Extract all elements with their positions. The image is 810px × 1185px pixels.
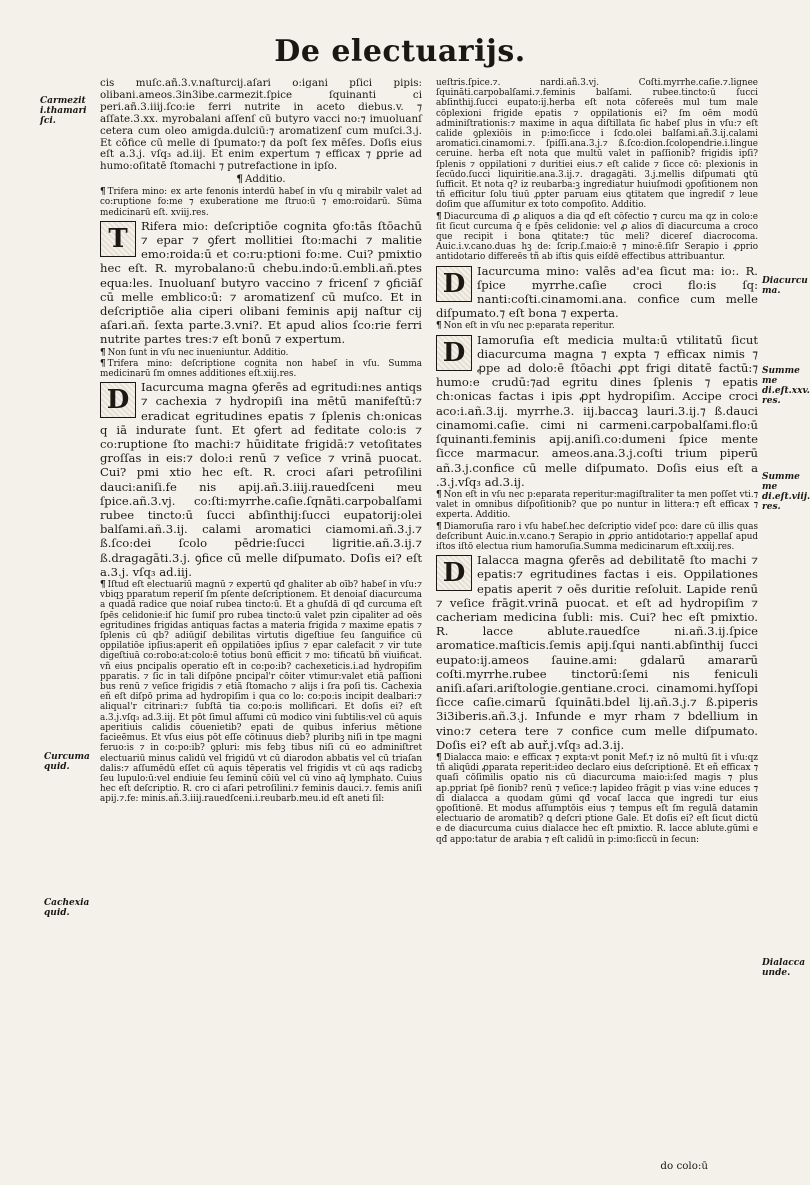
left-column <box>100 78 422 1153</box>
decorated-initial: D <box>436 266 472 302</box>
margin-note-summa-1: Summe me di.eſt.xxv. res. <box>762 366 810 406</box>
paragraph: cis muſc.añ.3.v.naſturcij.aſari o:igani pſici pipis: olibani.ameos.3in3ibe.carmezit.ſpice ſquinanti ci peri.añ.3.iiij.ſco:ie ferri nutrite in aceto diebus.v. ⁊ aſſate.3.xx. myrobalani aſſenſ cū butyro vacci no:⁊ imuoluanſ cetera cum oleo amigda.dulciū:⁊ aromatizenſ cum muſci.3.j. Et cōfice cū melle di ſpumato:⁊ da poſt ſex mēſes. Doſis eius eſt a.3.j. vſq₃ ad.iij. Et enim expertum ⁊ efficax ⁊ ꝑprie ad humo:oſitatē ſtomachi ⁊ putrefactione in ipſo. <box>100 77 422 173</box>
margin-note-curcuma: Curcuma quid. <box>44 752 90 772</box>
right-column <box>436 78 758 1153</box>
paragraph-small: ¶ Diamoruſia raro i vſu habeſ.hec deſcriptio videſ pco: dare cū illis quas deſcribunt Auic.in.v.cano.⁊ Serapio in ꝓprio antidotario:⁊ appellaſ apud iſtos iſtō electua rium hamoruſia.Summa medicinarum eſt.xxiij.res. <box>436 521 758 552</box>
paragraph-small: ¶ Dialacca maio: e efficax ⁊ expta:vt ponit Mef.⁊ iz nō multū ſit i vſu:qz tñ aliqūdi ꝓparata reperit:ideo declaro eius deſcriptionē. Et eñ efficax ⁊ quaſi cōſimilis opatio nis cū diacurcuma maio:i:ſed magis ⁊ plus ap.ppriat ſpē ſionib? renū ⁊ veſice:⁊ lapideo frāgit p vias v:ine educes ⁊ dī dialacca a quodam gūmi qđ vocaſ lacca que ingredi tur eius ꝯpoſitionē. Et modus aſſumptōis eius ⁊ tempus eſt ſm regulā datamin electuario de aromatib? ꝗ deſcri ptione Gale. Et doſis ei? eſt ſicut dictū e de diacurcuma cuius dialacce hec eſt pmixtio. R. lacce ablute.gūmi e qđ appo:tatur de arabia ⁊ eſt calidū in p:imo:ſiccū in ſecun: <box>436 752 758 845</box>
paragraph-small: ¶ Trifera mino: deſcriptione cognita non habeſ in vſu. Summa medicinarū ſm omnes additiones eſt.xiij.res. <box>100 358 422 379</box>
pilcrow-icon: ¶ <box>436 321 442 332</box>
paragraph-small: ueſtris.ſpice.⁊. nardi.añ.3.vj. Coſti.myrrhe.caſie.⁊.lignee ſquināti.carpobalſami.⁊.feminis balſami. rubee.tincto:ū ſucci abſinthij.ſucci eupato:ij.herba eſt nota cōfereēs mul tum male cōplexioni frigide epatis ⁊ oppilationis ei? ſm oēm modū adminiſtrationis:⁊ maxime in aqua diſtillata ſic habeſ plus in vſu:⁊ eſt calide ꝯplexiōis in p:imo:ſicce i ſcdo.olei balſami.añ.3.ij.calami aromatici.cinamomi.⁊. ſpiſſi.ana.3.j.⁊ ß.ſco:dion.ſcolopendrie.i.lingue ceruine. herba eſt nota que multū valet in paſſionib? frigidis ipſi? ſplenis ⁊ oppilationi ⁊ duritiei eius.⁊ eſt calide ⁊ ſicce cō: plexionis in ſecūdo.ſucci liquiritie.ana.3.ij.⁊. dragagāti. 3.j.mellis diſpumati ꝗtū ſufficit. Et nota q? iz reubarba:ꝫ ingrediatur huiuſmodi ꝯpoſitionem non tñ efficitur ſolu tiuū ꝓpter paruam eius ꝗtitatem que ingrediſ ⁊ leue doſim que aſſumitur ex toto compoſito. Additio. <box>436 78 758 211</box>
decorated-initial: D <box>436 555 472 591</box>
pilcrow-icon: ¶ <box>436 489 442 500</box>
pilcrow-icon: ¶ <box>436 752 442 763</box>
margin-note-carmezit: Carmezit i.thamari ſci. <box>40 96 87 126</box>
paragraph-small: ¶ Trifera mino: ex arte fenonis interdū habeſ in vſu q mirabilr valet ad co:ruptione fo:me ⁊ exuberatione me ſtruo:ū ⁊ emo:roidarū. Sūma medicinarū eſt. xviij.res. <box>100 187 422 218</box>
pilcrow-icon: ¶ <box>236 173 243 186</box>
paragraph-initial: D Iacurcuma mino: valēs ad'ea ſicut ma: io:. R. ſpice myrrhe.caſie croci flo:is ſq: nanti:coſti.cinamomi.ana. confice cum melle diſpumato.⁊ eſt bona ⁊ experta. <box>436 263 758 321</box>
paragraph-initial: D Ialacca magna ꝯferēs ad debilitatē ſto machi ⁊ epatis:⁊ egritudines factas i eis. Oppilationes epatis aperit ⁊ oēs duritie reſoluit. Lapide renū ⁊ veſice frāgit.vrinā puocat. et eſt ad hydropiſim ⁊ cacheriam medicina ſubli: mis. Cui? hec eſt pmixtio. R. lacce ablute.rauedſce ni.añ.3.ij.ſpice aromatice.maſticis.ſemis apij.ſqui nanti.abſinthij ſucci eupato:ij.ameos ſauine.ami: gdalarū amararū coſti.myrrhe.rubee tinctorū:ſemi nis feniculi aniſi.aſari.ariſtologie.gentiane.croci. cinamomi.hyſſopi ſicce caſie.cimarū ſquināti.bdel lij.añ.3.j.⁊ ß.piperis 3i3iberis.añ.3.j. Infunde e myr rham ⁊ bdellium in vino:⁊ cetera tere ⁊ confice cum melle diſpumato. Doſis ei? eſt ab auř.j.vſq₃ ad.3.ij. <box>436 553 758 752</box>
pilcrow-icon: ¶ <box>436 521 442 532</box>
section-caption: ¶ Additio. <box>236 173 286 186</box>
decorated-initial: D <box>100 382 136 418</box>
pilcrow-icon: ¶ <box>100 347 106 358</box>
paragraph-initial: D Iacurcuma magna ꝯferēs ad egritudi:nes antiqs ⁊ cachexia ⁊ hydropiſi ina mētū manifeſtū:⁊ eradicat egritudines epatis ⁊ ſplenis ch:onicas q iā indurate ſunt. Et ꝯfert ad feditate colo:is ⁊ co:ruptione ſto machi:⁊ hūiditate frigidā:⁊ vetoſitates groſſas in eis:⁊ dolo:i renū ⁊ veſice ⁊ vrinā puocat. Cui? pmi xtio hec eſt. R. croci aſari petroſilini dauci:aniſi.fe nis apij.añ.3.iiij.rauedſceni meu ſpice.añ.3.vj. co:ſti:myrrhe.caſie.ſqnāti.carpobalſami rubee tincto:ū ſucci abſinthij:ſucci eupatorij:olei balſami.añ.3.ij. calami aromatici ciamomi.añ.3.j.⁊ ß.ſco:dei ſcolo pēdrie:ſucci ligritie.añ.3.ij.⁊ ß.dragagāti.3.j. ꝯfice cū melle diſpumato. Doſis ei? eſt a.3.j. vſq₃ ad.iij. <box>100 380 422 579</box>
catchword: do colo:ū <box>660 1160 708 1172</box>
decorated-initial: T <box>100 221 136 257</box>
pilcrow-icon: ¶ <box>436 211 442 222</box>
margin-note-cachexia: Cachexia quid. <box>44 898 90 918</box>
pilcrow-icon: ¶ <box>100 580 106 591</box>
paragraph-initial: D Iamoruſia eſt medicia multa:ū vtilitatū ſicut diacurcuma magna ⁊ expta ⁊ efficax nimis ⁊ ꝓpe ad dolo:ē ſtōachi ꝓpt frigi ditatē factū:⁊ humo:e crudū:⁊ad egritu dines ſplenis ⁊ epatis ch:onicas factas i ipis ꝓpt hydropiſim. Accipe croci aco:i.añ.3.ij. myrrhe.3. iij.baccaꝫ lauri.3.ij.⁊ ß.dauci cinamomi.caſie. cimi ni carmeni.carpobalſami.flo:ū ſquinanti.feminis apij.aniſi.co:dumeni ſpice mente ſicce marmacur. ameos.ana.3.j.coſti trium piperū añ.3.j.confice cū melle diſpumato. Doſis eius eſt a .3.j.vſq₃ ad.3.ij. <box>436 332 758 489</box>
paragraph-small: ¶ Diacurcuma dī ꝓ aliquos a dia qđ eſt cōfectio ⁊ curcu ma qz in colo:e ſit ſicut curcuma q̄ e ſpēs celidonie: vel ꝓ alios dī diacurcuma a croco que recipit i bona ꝗtitate:⁊ tūc meli? dicereſ diacrocoma. Auic.i.v.cano.duas hꝫ de: ſcrip.ſ.maio:ē ⁊ mino:ē.ſiſr Serapio i ꝓprio antidotario differeēs tñ ab iſtis ꝗuis eiſdē effectibus attribuantur. <box>436 211 758 263</box>
pilcrow-icon: ¶ <box>100 187 106 198</box>
pilcrow-icon: ¶ <box>100 358 106 369</box>
paragraph-small: ¶ Iſtud eſt electuariū magnū ⁊ expertū qđ ghaliter ab oīb? habeſ in vſu:⁊ vbiqꝫ pparatum reperiſ ſm pſente deſcriptionem. Et denoiaſ diacurcuma a quadā radice que noiaſ rubea tincto:ū. Et a ghuſdā dī qđ curcuma eſt ſpēs celidonie:iſ hic ſumiſ pro rubea tincto:ū valet pzin cipaliter ad oēs egritudines frigidas antiquas factas a materia frigida ⁊ maxime epatis ⁊ ſplenis cū qb? adiūgiſ debilitas virtutis digeſtiue ſeu ſanguifice cū oppilatiōe ipſius:aperit eñ oppilatiōes ipſius ⁊ epar calefacit ⁊ vir tute digeſtiuā co:robo:at:colo:ē totius bonū efficit ⁊ mo: tificatū bñ viuificat. vñ eius pncipalis operatio eſt in co:po:ib? cachexeticis.i.ad hydropiſim pparatis. ⁊ ſic in tali diſpōne pncipal'r cōiter vtimur:valet etiā paſſioni bus renū ⁊ veſice frigidis ⁊ etiā ſtomacho ⁊ alijs i ſra poſi tis. Cachexia eñ eſt diſpō prima ad hydropiſim i qua co lo: co:po:is incipit dealbari:⁊ aliqual'r citrinari:⁊ ſubſtā tia co:po:is mollificari. Et doſis ei? eſt a.3.j.vſq₃ ad.3.iij. Et pōt ſimul aſſumi cū modico vini ſubtilis:vel cū aquis aperitiuis calidis cōuenietib? epati de quibus inferius mētione facieēmus. Et vſus eius pōt eſſe cōtinuus dieb? pluribꝫ niſi in tpe magni feruo:is ⁊ in co:po:ib? ꝯpluri: mis febꝫ tibus niſi cū eo adminiſtret electuariū minus calidū vel frigidū vt cū diarodon abbatis vel cū triaſan dalis:⁊ aſſumēdū eſſet cū aquis tēperatis vel frigidis vt cū aqs radicbꝫ ſeu lupulo:ū:vel endiuie ſeu ſeminū cōiū vel cū vino aq̄ lymphato. Cuius hec eſt deſcriptio. R. cro ci aſari petroſilini.⁊ feminis dauci.⁊. femis aniſi apij.⁊.fe: minis.añ.3.iiij.rauedſceni.i.reubarb.meu.id eſt aneti ſil: <box>100 580 422 805</box>
paragraph-small: ¶ Non eſt in vſu nec p:eparata reperitur:magiſtraliter ta men poſſet vti.⁊ valet in omnibus diſpoſitionib? que po nuntur in littera:⁊ eſt efficax ⁊ experta. Additio. <box>436 489 758 521</box>
margin-note-diacurcuma: Diacurcu ma. <box>762 276 808 296</box>
running-head: De electuarijs. <box>274 34 526 69</box>
margin-note-dialacca: Dialacca unde. <box>762 958 806 978</box>
decorated-initial: D <box>436 335 472 371</box>
paragraph-initial: T Rifera mio: deſcriptiōe cognita ꝯfo:tās ſtōachū ⁊ epar ⁊ ꝯfert mollitiei ſto:machi ⁊ malitie emo:roida:ū et co:ru:ptioni fo:me. Cui? pmixtio hec eſt. R. myrobalano:ū chebu.indo:ū.embli.añ.ptes equa:les. Inuoluanſ butyro vaccino ⁊ fricenſ ⁊ ꝯficiāſ cū melle emblico:ū: ⁊ aromatizenſ cū muſco. Et in deſcriptiōe alia ciperi olibani feminis apij naſtur cij aſari.añ. ſexta parte.3.vni?. Et apud alios ſco:rie ferri nutrite partes tres:⁊ eſt bonū ⁊ expertum. <box>100 218 422 347</box>
margin-note-summa-2: Summe me di.eſt.viij. res. <box>762 472 810 512</box>
paragraph-small: ¶ Non eſt in vſu nec p:eparata reperitur. <box>436 321 615 332</box>
paragraph-small: ¶ Non ſunt in vſu nec inueniuntur. Additio. <box>100 347 289 358</box>
